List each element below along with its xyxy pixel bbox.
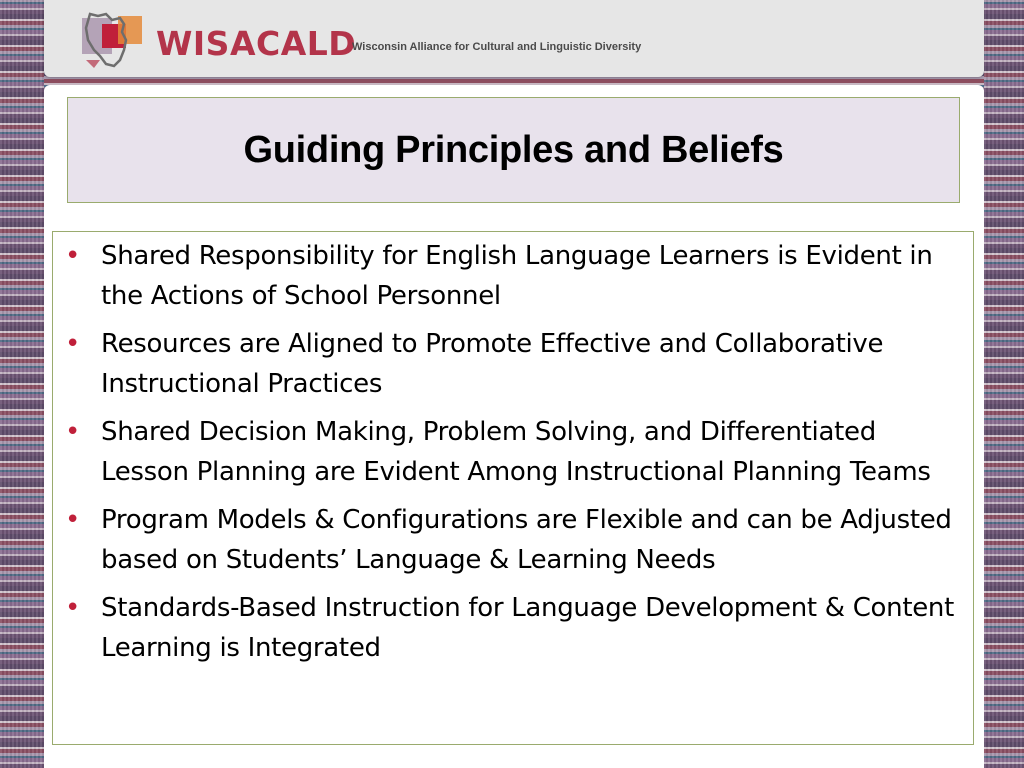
bullet-list [53, 232, 973, 668]
bullet-text: Resources are Aligned to Promote Effective and Collaborative Instructional Practices [101, 329, 884, 399]
wisconsin-map-logo-icon [80, 10, 150, 70]
bullet-item [61, 588, 963, 668]
bullet-item [61, 324, 963, 404]
bullet-item [61, 500, 963, 580]
bullet-item [61, 236, 963, 316]
bullet-item [61, 412, 963, 492]
header-bar [44, 0, 984, 77]
bullet-text: Shared Decision Making, Problem Solving, and Differentiated Lesson Planning are Evident Among Instructional Planning Teams [101, 417, 931, 487]
bullet-dot-icon: • [65, 417, 81, 447]
slide-title: Guiding Principles and Beliefs [243, 128, 784, 171]
bullet-text: Shared Responsibility for English Language Learners is Evident in the Actions of School Personnel [101, 241, 933, 311]
decorative-border-right [984, 0, 1024, 768]
decorative-border-left [0, 0, 44, 768]
bullet-text: Standards-Based Instruction for Language Development & Content Learning is Integrated [101, 593, 955, 663]
bullet-dot-icon: • [65, 329, 81, 359]
slide-card [44, 85, 984, 768]
bullet-dot-icon: • [65, 593, 81, 623]
content-box [52, 231, 974, 745]
title-box [67, 97, 960, 203]
bullet-text: Program Models & Configurations are Flexible and can be Adjusted based on Students’ Language & Learning Needs [101, 505, 952, 575]
brand-name: WISACALD [156, 24, 357, 63]
bullet-dot-icon: • [65, 241, 81, 271]
bullet-dot-icon: • [65, 505, 81, 535]
brand-tagline: Wisconsin Alliance for Cultural and Linguistic Diversity [352, 41, 642, 53]
